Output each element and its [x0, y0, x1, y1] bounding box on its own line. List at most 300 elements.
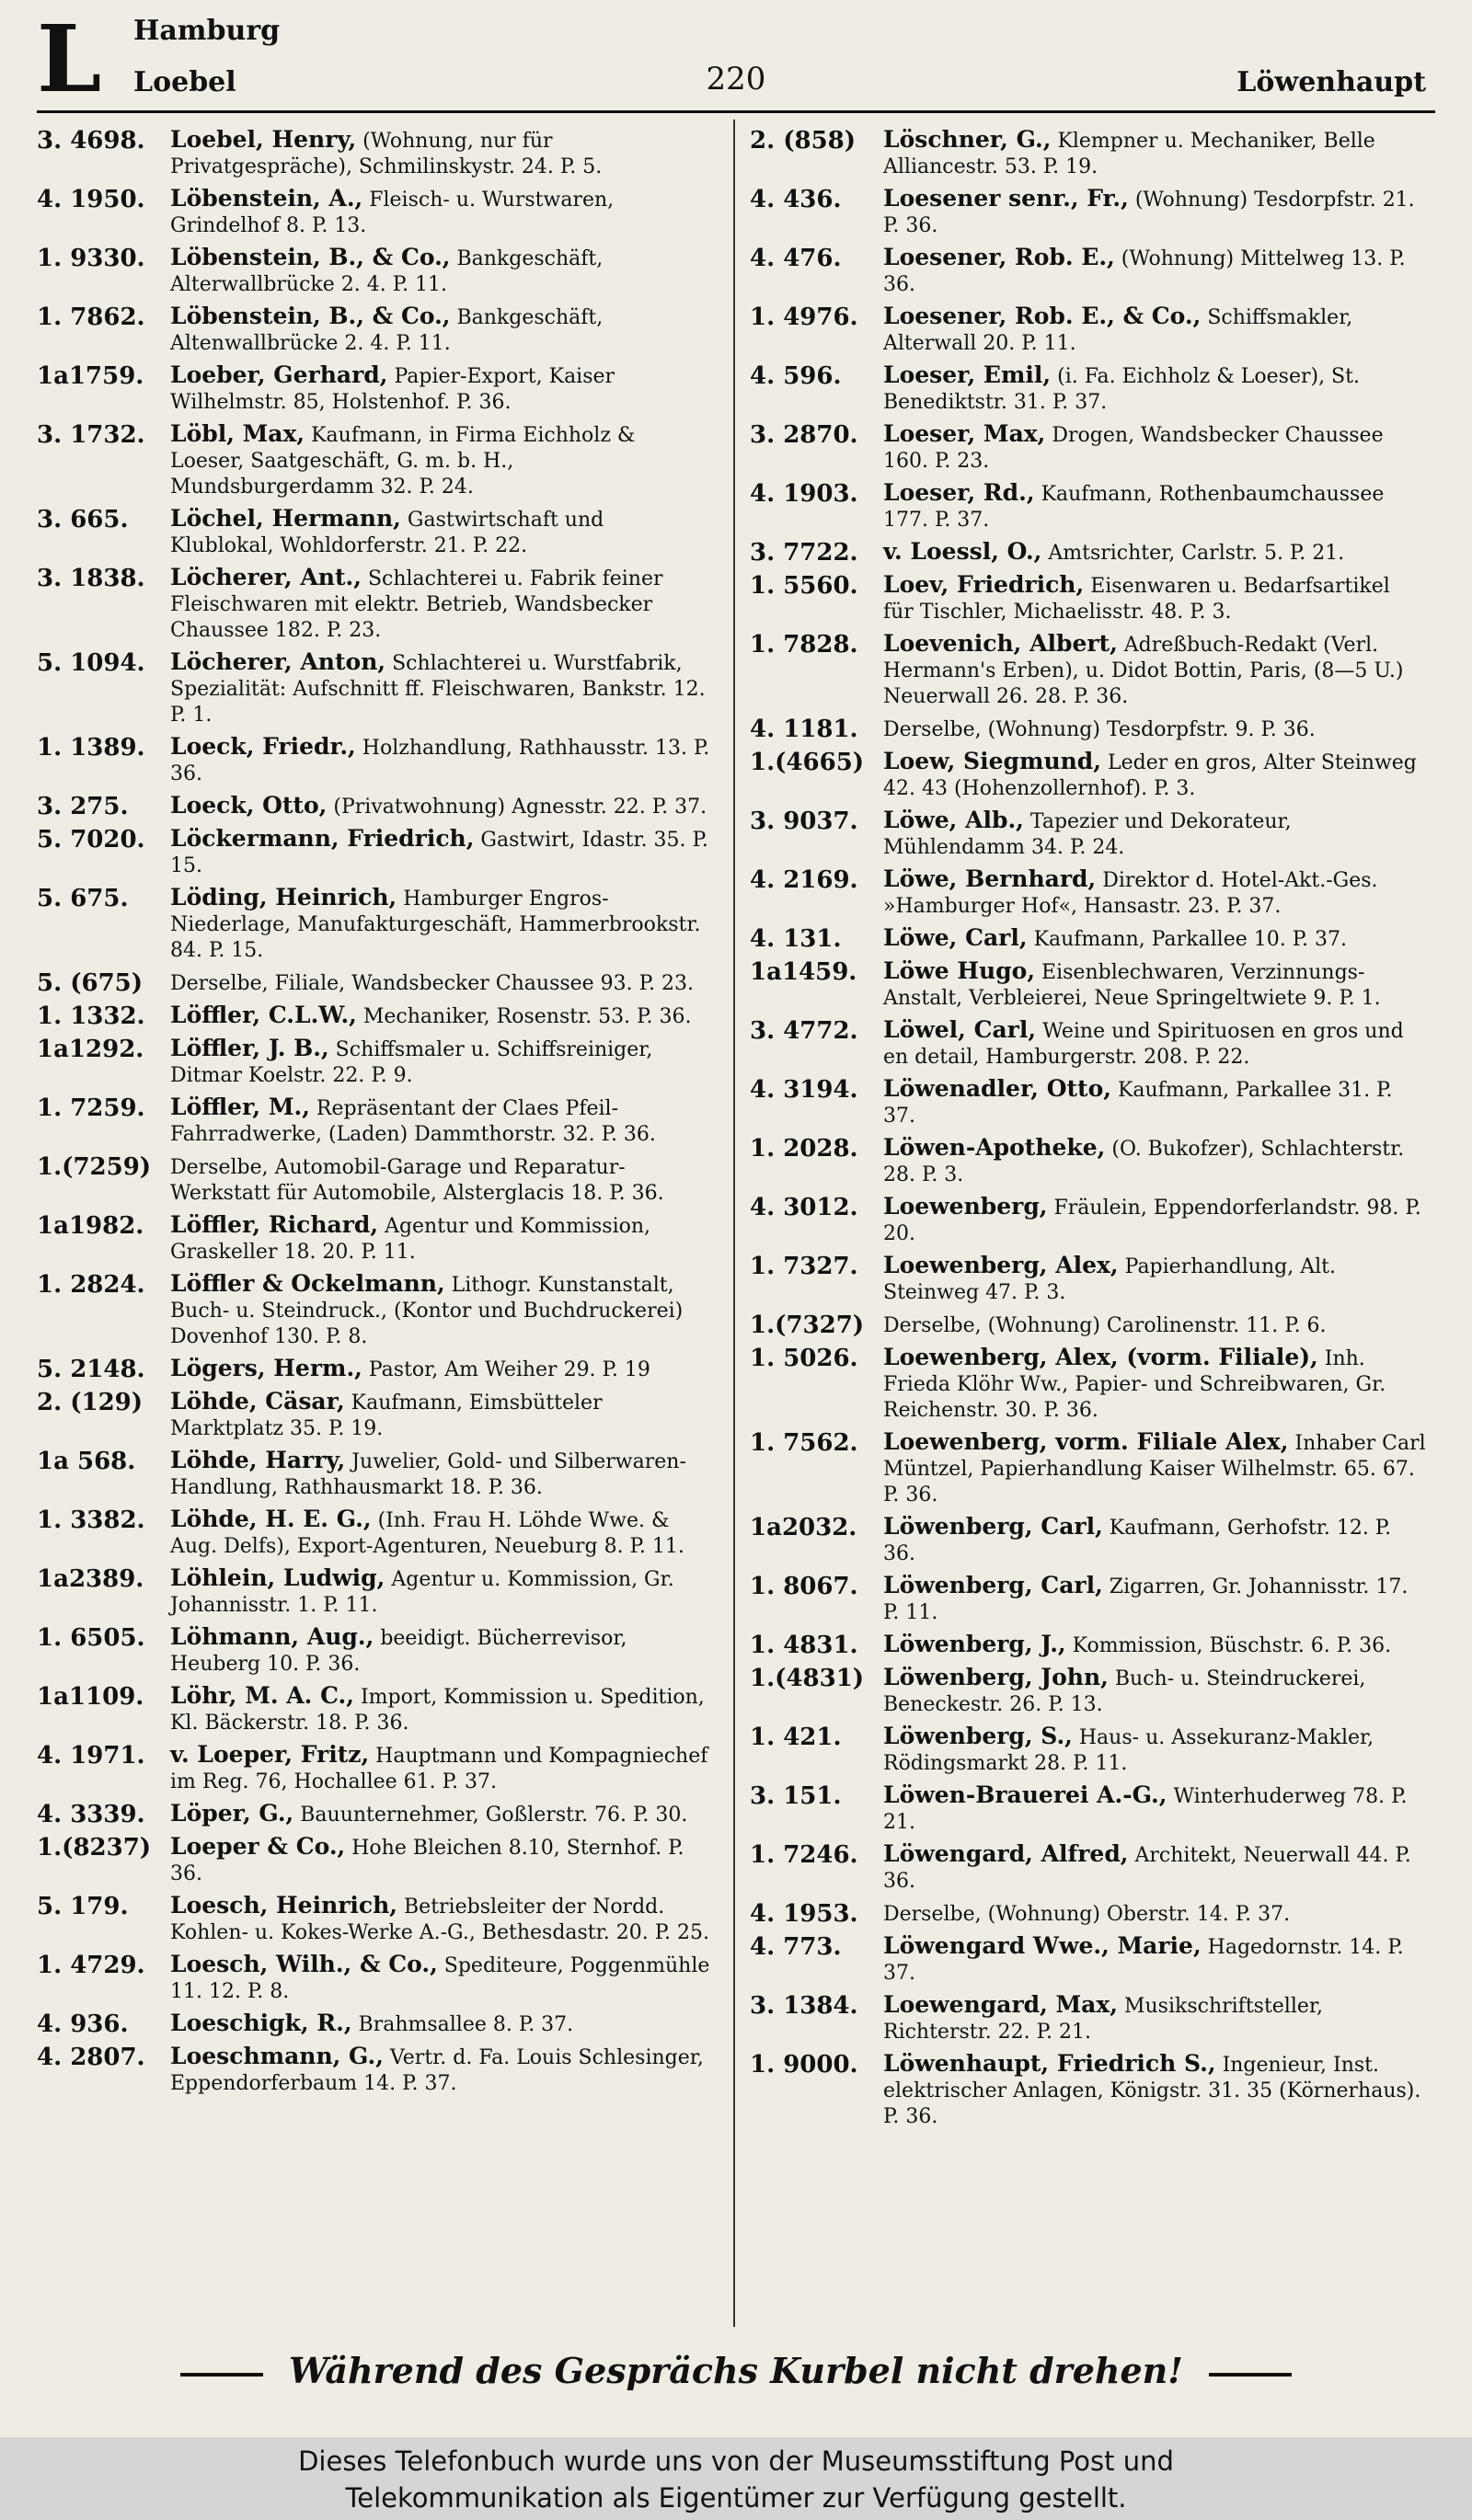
subscriber-name: Löwenberg, John,	[883, 1664, 1109, 1690]
phone-number: 4. 1953.	[750, 1900, 858, 1928]
directory-entry	[37, 360, 713, 418]
subscriber-details: Derselbe, (Wohnung) Carolinenstr. 11. P. 6.	[883, 1314, 1327, 1337]
directory-entry	[37, 183, 713, 242]
entry-text	[170, 362, 713, 416]
directory-entry	[37, 1563, 713, 1621]
phone-number: 1. 9330.	[37, 245, 145, 272]
entry-text	[883, 1076, 1426, 1129]
subscriber-details: Haus- u. Assekuranz-Makler, Rödingsmarkt 28. P. 11.	[883, 1726, 1374, 1775]
subscriber-details: Kaufmann, Eimsbütteler Marktplatz 35. P. 19.	[170, 1392, 603, 1440]
phone-number: 1a 568.	[37, 1448, 136, 1475]
entry-text	[170, 245, 713, 298]
subscriber-name: Loevenich, Albert,	[883, 630, 1118, 657]
header-first-name: Loebel	[133, 66, 236, 98]
subscriber-details: Gastwirt, Idastr. 35. P. 15.	[170, 829, 708, 877]
entry-text	[883, 1782, 1426, 1836]
subscriber-details: (Wohnung, nur für Privatgespräche), Schmilinskystr. 24. P. 5.	[170, 130, 603, 178]
subscriber-name: Löwen-Brauerei A.-G.,	[883, 1781, 1167, 1808]
subscriber-name: Loesener, Rob. E.,	[883, 244, 1115, 270]
subscriber-details: Drogen, Wandsbecker Chaussee 160. P. 23.	[883, 424, 1384, 473]
entry-text	[883, 716, 1426, 743]
directory-entry	[37, 1504, 713, 1563]
entry-text	[883, 480, 1426, 533]
entry-text	[883, 572, 1426, 625]
phone-number: 1. 7562.	[750, 1429, 858, 1457]
phone-number: 4. 3194.	[750, 1076, 858, 1104]
phone-number: 4. 2169.	[750, 866, 858, 894]
directory-entry	[37, 967, 713, 1000]
entry-text	[170, 1002, 713, 1030]
phone-number: 1. 7862.	[37, 304, 145, 331]
directory-entry	[37, 1268, 713, 1353]
directory-entry	[37, 1621, 713, 1680]
entry-text	[883, 1253, 1426, 1306]
entry-text	[170, 1624, 713, 1678]
phone-number: 1a1459.	[750, 958, 857, 986]
entry-text	[883, 1135, 1426, 1188]
entry-text	[170, 2044, 713, 2097]
directory-entry	[750, 183, 1426, 242]
phone-number: 1a2032.	[750, 1514, 857, 1541]
phone-number: 1a1759.	[37, 362, 144, 390]
subscriber-name: Loesener, Rob. E., & Co.,	[883, 303, 1202, 329]
phone-number: 5. 179.	[37, 1893, 129, 1920]
subscriber-details: Kaufmann, Parkallee 31. P. 37.	[883, 1079, 1393, 1128]
directory-entry	[750, 1250, 1426, 1309]
directory-entry	[37, 731, 713, 790]
phone-number: 1. 2824.	[37, 1271, 145, 1299]
subscriber-name: Loeck, Friedr.,	[170, 733, 356, 760]
directory-entry	[37, 503, 713, 562]
directory-entry	[750, 1132, 1426, 1191]
subscriber-details: Kaufmann, in Firma Eichholz & Loeser, Saatgeschäft, G. m. b. H., Mundsburgerdamm 32. P. 24.	[170, 424, 636, 498]
entry-text	[170, 1506, 713, 1560]
credit-bar	[0, 2437, 1472, 2520]
directory-entry	[750, 1897, 1426, 1930]
entry-text	[883, 127, 1426, 180]
entry-text	[883, 1724, 1426, 1777]
phone-number: 4. 436.	[750, 186, 842, 213]
subscriber-name: Löbl, Max,	[170, 420, 305, 447]
subscriber-name: Loewenberg, vorm. Filiale Alex,	[883, 1428, 1289, 1455]
entry-text	[883, 2051, 1426, 2130]
header-rule	[37, 110, 1435, 113]
subscriber-details: Papierhandlung, Alt. Steinweg 47. P. 3.	[883, 1255, 1336, 1304]
subscriber-name: Loeschmann, G.,	[170, 2043, 384, 2069]
directory-entry	[37, 2041, 713, 2100]
phone-number: 1. 8067.	[750, 1573, 858, 1600]
directory-entry	[750, 1780, 1426, 1838]
phone-number: 1. 7828.	[750, 631, 858, 659]
entry-text	[170, 649, 713, 728]
directory-entry	[750, 1721, 1426, 1780]
entry-text	[883, 186, 1426, 239]
phone-number: 5. 7020.	[37, 826, 145, 853]
directory-entry	[750, 477, 1426, 536]
subscriber-name: Löwe, Alb.,	[883, 807, 1024, 833]
directory-entry	[750, 628, 1426, 713]
entry-text	[170, 1683, 713, 1736]
entry-text	[170, 1153, 713, 1207]
entry-text	[883, 1514, 1426, 1567]
phone-number: 4. 476.	[750, 245, 842, 272]
subscriber-details: Kommission, Büschstr. 6. P. 36.	[1072, 1634, 1392, 1657]
phone-number: 5. 1094.	[37, 649, 145, 677]
subscriber-details: Bankgeschäft, Altenwallbrücke 2. 4. P. 11.	[170, 306, 604, 355]
phone-number: 4. 1181.	[750, 716, 858, 743]
subscriber-name: Löbenstein, B., & Co.,	[170, 303, 451, 329]
subscriber-name: Löhmann, Aug.,	[170, 1623, 374, 1650]
entry-text	[883, 539, 1426, 567]
directory-entry	[750, 746, 1426, 805]
subscriber-details: Pastor, Am Weiher 29. P. 19	[368, 1358, 650, 1381]
directory-entry	[750, 569, 1426, 628]
subscriber-details: Schiffsmakler, Alterwall 20. P. 11.	[883, 306, 1353, 355]
subscriber-details: Betriebsleiter der Nordd. Kohlen- u. Kokes-Werke A.-G., Bethesdastr. 20. P. 25.	[170, 1896, 710, 1944]
subscriber-name: Löwenadler, Otto,	[883, 1075, 1111, 1102]
subscriber-details: Derselbe, Filiale, Wandsbecker Chaussee 93. P. 23.	[170, 972, 694, 995]
subscriber-name: Löwenberg, S.,	[883, 1723, 1073, 1749]
subscriber-name: Löbenstein, B., & Co.,	[170, 244, 451, 270]
directory-entry	[37, 301, 713, 360]
entry-text	[170, 506, 713, 559]
subscriber-details: Eisenwaren u. Bedarfsartikel für Tischler, Michaelisstr. 48. P. 3.	[883, 575, 1390, 624]
phone-number: 5. 675.	[37, 885, 129, 912]
entry-text	[170, 826, 713, 879]
subscriber-details: Juwelier, Gold- und Silberwaren-Handlung, Rathhausmarkt 18. P. 36.	[170, 1450, 686, 1499]
phone-number: 1. 421.	[750, 1724, 842, 1751]
subscriber-name: Löwenberg, Carl,	[883, 1572, 1103, 1598]
subscriber-details: Direktor d. Hotel-Akt.-Ges. »Hamburger Hof«, Hansastr. 23. P. 37.	[883, 869, 1378, 918]
entry-text	[170, 1834, 713, 1887]
entry-text	[170, 1212, 713, 1266]
directory-entry	[750, 418, 1426, 477]
subscriber-details: Hagedornstr. 14. P. 37.	[883, 1936, 1404, 1985]
entry-text	[170, 1952, 713, 2005]
entry-text	[170, 1448, 713, 1501]
left-column	[37, 124, 713, 2331]
subscriber-details: Holzhandlung, Rathhausstr. 13. P. 36.	[170, 737, 710, 785]
directory-entry	[37, 1353, 713, 1386]
subscriber-name: Löhr, M. A. C.,	[170, 1682, 354, 1709]
phone-number: 4. 1903.	[750, 480, 858, 508]
subscriber-name: Löwenberg, Carl,	[883, 1513, 1103, 1540]
phone-number: 1. 1389.	[37, 734, 145, 762]
header-last-name: Löwenhaupt	[1236, 66, 1426, 98]
directory-entry	[750, 713, 1426, 746]
credit-line-2: Telekommunikation als Eigentümer zur Verfügung gestellt.	[345, 2482, 1127, 2514]
phone-number: 2. (129)	[37, 1389, 144, 1416]
subscriber-name: Löding, Heinrich,	[170, 884, 397, 911]
subscriber-name: Loeber, Gerhard,	[170, 361, 388, 388]
phone-number: 3. 665.	[37, 506, 129, 533]
entry-text	[170, 565, 713, 644]
subscriber-details: Bankgeschäft, Alterwallbrücke 2. 4. P. 11.	[170, 247, 604, 296]
directory-entry	[750, 242, 1426, 301]
subscriber-details: Schlachterei u. Wurstfabrik, Spezialität: Aufschnitt ff. Fleischwaren, Bankstr. 12. P. 1.	[170, 652, 706, 727]
header-city: Hamburg	[133, 15, 281, 47]
entry-text	[883, 631, 1426, 710]
phone-number: 1.(4831)	[750, 1665, 865, 1692]
subscriber-name: Löhde, Cäsar,	[170, 1388, 345, 1415]
phone-number: 3. 1384.	[750, 1992, 858, 2020]
entry-text	[883, 1312, 1426, 1339]
subscriber-name: Löwe, Bernhard,	[883, 865, 1097, 892]
subscriber-details: Agentur und Kommission, Graskeller 18. 20. P. 11.	[170, 1215, 651, 1264]
directory-entry	[750, 1838, 1426, 1897]
subscriber-details: Schlachterei u. Fabrik feiner Fleischwaren mit elektr. Betrieb, Wandsbecker Chaussee 182. P. 23.	[170, 567, 663, 642]
entry-text	[883, 245, 1426, 298]
entry-text	[883, 1900, 1426, 1928]
phone-number: 1a2389.	[37, 1565, 144, 1593]
subscriber-name: Löcherer, Anton,	[170, 648, 386, 675]
footer-dash-left	[180, 2373, 263, 2377]
directory-entry	[37, 790, 713, 823]
directory-entry	[750, 301, 1426, 360]
subscriber-name: Loeser, Emil,	[883, 361, 1052, 388]
subscriber-name: Loewenberg,	[883, 1193, 1048, 1220]
entry-text	[170, 1271, 713, 1350]
subscriber-details: Buch- u. Steindruckerei, Beneckestr. 26. P. 13.	[883, 1667, 1366, 1716]
footer-note-text: Während des Gesprächs Kurbel nicht drehen!	[289, 2350, 1183, 2391]
entry-text	[170, 1094, 713, 1148]
subscriber-details: beeidigt. Bücherrevisor, Heuberg 10. P. 36.	[170, 1627, 627, 1676]
phone-number: 3. 4772.	[750, 1017, 858, 1045]
entry-text	[170, 2010, 713, 2038]
subscriber-name: Löffler & Ockelmann,	[170, 1270, 445, 1297]
phone-number: 4. 3012.	[750, 1194, 858, 1221]
directory-entry	[37, 1092, 713, 1151]
subscriber-name: Löwengard, Alfred,	[883, 1840, 1129, 1867]
subscriber-details: Derselbe, (Wohnung) Oberstr. 14. P. 37.	[883, 1903, 1291, 1926]
subscriber-name: Löwenhaupt, Friedrich S.,	[883, 2050, 1216, 2077]
subscriber-details: (Inh. Frau H. Löhde Wwe. & Aug. Delfs), Export-Agenturen, Neueburg 8. P. 11.	[170, 1509, 684, 1558]
directory-entry	[37, 1209, 713, 1268]
subscriber-details: (Wohnung) Tesdorpfstr. 21. P. 36.	[883, 189, 1415, 237]
directory-entry	[37, 1739, 713, 1798]
phone-number: 3. 1838.	[37, 565, 145, 592]
directory-entry	[750, 360, 1426, 418]
subscriber-name: Loeser, Rd.,	[883, 479, 1035, 506]
subscriber-details: Gastwirtschaft und Klublokal, Wohldorferstr. 21. P. 22.	[170, 509, 604, 557]
phone-number: 1.(7259)	[37, 1153, 152, 1181]
directory-entry	[750, 1342, 1426, 1426]
entry-text	[883, 304, 1426, 357]
entry-text	[883, 958, 1426, 1012]
subscriber-details: Repräsentant der Claes Pfeil-Fahrradwerke, (Laden) Dammthorstr. 32. P. 36.	[170, 1097, 656, 1146]
subscriber-name: Löwe, Carl,	[883, 924, 1028, 951]
subscriber-name: Löbenstein, A.,	[170, 185, 363, 212]
subscriber-name: Löffler, Richard,	[170, 1211, 379, 1238]
directory-entry	[750, 956, 1426, 1014]
phone-number: 1. 4729.	[37, 1952, 145, 1979]
subscriber-details: Spediteure, Poggenmühle 11. 12. P. 8.	[170, 1954, 710, 2003]
directory-entry	[750, 864, 1426, 922]
directory-entry	[750, 1191, 1426, 1250]
directory-entry	[750, 1511, 1426, 1570]
subscriber-name: Löffler, C.L.W.,	[170, 1002, 357, 1028]
subscriber-details: Mechaniker, Rosenstr. 53. P. 36.	[362, 1005, 692, 1028]
subscriber-name: Loesener senr., Fr.,	[883, 185, 1129, 212]
phone-number: 1.(8237)	[37, 1834, 152, 1861]
entry-text	[883, 1841, 1426, 1895]
subscriber-name: Löwen-Apotheke,	[883, 1134, 1106, 1161]
subscriber-name: Loesch, Wilh., & Co.,	[170, 1951, 438, 1977]
entry-text	[883, 1573, 1426, 1626]
entry-text	[170, 304, 713, 357]
page-header	[0, 0, 1472, 113]
entry-text	[883, 1933, 1426, 1987]
entry-text	[170, 1893, 713, 1946]
subscriber-details: Architekt, Neuerwall 44. P. 36.	[883, 1844, 1411, 1893]
directory-entry	[37, 124, 713, 183]
entry-text	[170, 186, 713, 239]
subscriber-details: Zigarren, Gr. Johannisstr. 17. P. 11.	[883, 1575, 1409, 1624]
entry-text	[883, 1665, 1426, 1718]
entry-text	[883, 749, 1426, 802]
entry-text	[883, 866, 1426, 920]
entry-text	[883, 1992, 1426, 2045]
entry-text	[170, 421, 713, 500]
subscriber-name: Loeper & Co.,	[170, 1833, 346, 1860]
directory-entry	[37, 1680, 713, 1739]
subscriber-name: Loewengard, Max,	[883, 1991, 1118, 2018]
subscriber-details: Derselbe, Automobil-Garage und Reparatur-Werkstatt für Automobile, Alsterglacis 18. P. 36.	[170, 1156, 664, 1205]
phone-number: 3. 4698.	[37, 127, 145, 155]
phone-number: 4. 1971.	[37, 1742, 145, 1770]
subscriber-name: Loew, Siegmund,	[883, 748, 1101, 774]
subscriber-name: v. Loessl, O.,	[883, 538, 1042, 565]
phone-number: 3. 9037.	[750, 808, 858, 835]
subscriber-details: Fleisch- u. Wurstwaren, Grindelhof 8. P. 13.	[170, 189, 615, 237]
entry-text	[170, 734, 713, 787]
phone-number: 5. 2148.	[37, 1356, 145, 1383]
phone-number: 3. 1732.	[37, 421, 145, 449]
directory-entry	[750, 1662, 1426, 1721]
column-divider	[733, 120, 735, 2327]
entry-text	[170, 127, 713, 180]
directory-entry	[37, 562, 713, 647]
subscriber-details: Hauptmann und Kompagniechef im Reg. 76, Hochallee 61. P. 37.	[170, 1745, 708, 1793]
subscriber-details: Musikschriftsteller, Richterstr. 22. P. 21.	[883, 1995, 1323, 2044]
directory-entry	[37, 1831, 713, 1890]
phone-number: 1.(4665)	[750, 749, 865, 776]
subscriber-name: Loesch, Heinrich,	[170, 1892, 398, 1919]
phone-number: 1. 4976.	[750, 304, 858, 331]
phone-number: 1. 7259.	[37, 1094, 145, 1122]
phone-number: 1. 1332.	[37, 1002, 145, 1030]
subscriber-name: Löffler, M.,	[170, 1094, 310, 1120]
subscriber-name: Loewenberg, Alex, (vorm. Filiale),	[883, 1344, 1318, 1370]
directory-entry	[750, 536, 1426, 569]
directory-entry	[37, 1033, 713, 1092]
phone-number: 4. 2807.	[37, 2044, 145, 2071]
subscriber-details: Hamburger Engros-Niederlage, Manufakturgeschäft, Hammerbrookstr. 84. P. 15.	[170, 888, 701, 962]
directory-entry	[750, 1629, 1426, 1662]
phone-number: 3. 151.	[750, 1782, 842, 1810]
entry-text	[883, 925, 1426, 953]
phone-number: 1.(7327)	[750, 1312, 865, 1339]
entry-text	[170, 969, 713, 997]
subscriber-details: Bauunternehmer, Goßlerstr. 76. P. 30.	[300, 1804, 688, 1827]
entry-text	[170, 1742, 713, 1795]
phone-number: 4. 596.	[750, 362, 842, 390]
subscriber-details: (Wohnung) Mittelweg 13. P. 36.	[883, 247, 1406, 296]
subscriber-details: Hohe Bleichen 8.10, Sternhof. P. 36.	[170, 1837, 684, 1885]
entry-text	[883, 1345, 1426, 1424]
phone-number: 3. 2870.	[750, 421, 858, 449]
phone-number: 1a1982.	[37, 1212, 144, 1240]
subscriber-details: Inhaber Carl Müntzel, Papierhandlung Kaiser Wilhelmstr. 65. 67. P. 36.	[883, 1432, 1426, 1506]
subscriber-name: Löwel, Carl,	[883, 1016, 1037, 1043]
entry-text	[170, 1801, 713, 1828]
subscriber-details: Adreßbuch-Redakt (Verl. Hermann's Erben), u. Didot Bottin, Paris, (8—5 U.) Neuerwall 26. 28. P. 36.	[883, 634, 1404, 708]
phone-number: 1. 5560.	[750, 572, 858, 600]
directory-entry	[750, 1426, 1426, 1511]
phone-number: 2. (858)	[750, 127, 857, 155]
directory-entry	[37, 882, 713, 967]
directory-entry	[37, 1949, 713, 2008]
subscriber-name: Loebel, Henry,	[170, 126, 357, 153]
entry-text	[883, 362, 1426, 416]
subscriber-name: Löhde, Harry,	[170, 1447, 346, 1473]
directory-entry	[750, 805, 1426, 864]
directory-entry	[37, 1445, 713, 1504]
subscriber-details: Kaufmann, Gerhofstr. 12. P. 36.	[883, 1517, 1392, 1565]
directory-entry	[37, 1000, 713, 1033]
phone-number: 1. 9000.	[750, 2051, 858, 2079]
subscriber-details: Brahmsallee 8. P. 37.	[358, 2013, 574, 2036]
phone-number: 1. 3382.	[37, 1506, 145, 1534]
subscriber-name: Löhlein, Ludwig,	[170, 1564, 385, 1591]
entry-text	[170, 793, 713, 820]
subscriber-details: Klempner u. Mechaniker, Belle Alliancestr. 53. P. 19.	[883, 130, 1375, 178]
subscriber-name: Löckermann, Friedrich,	[170, 825, 475, 852]
entry-text	[883, 1017, 1426, 1071]
entry-text	[883, 1194, 1426, 1247]
subscriber-details: Papier-Export, Kaiser Wilhelmstr. 85, Holstenhof. P. 36.	[170, 365, 615, 414]
subscriber-name: Löffler, J. B.,	[170, 1035, 329, 1061]
subscriber-name: Loeck, Otto,	[170, 792, 328, 819]
subscriber-details: Fräulein, Eppendorferlandstr. 98. P. 20.	[883, 1197, 1421, 1245]
directory-entry	[750, 1930, 1426, 1989]
subscriber-name: Löwengard Wwe., Marie,	[883, 1932, 1202, 1959]
credit-line-1: Dieses Telefonbuch wurde uns von der Museumsstiftung Post und	[298, 2446, 1174, 2477]
directory-entry	[750, 1073, 1426, 1132]
phone-number: 3. 7722.	[750, 539, 858, 567]
subscriber-name: v. Loeper, Fritz,	[170, 1741, 370, 1768]
page-number: 220	[706, 61, 766, 97]
phone-number: 4. 131.	[750, 925, 842, 953]
phone-number: 1. 6505.	[37, 1624, 145, 1652]
entry-text	[170, 1389, 713, 1442]
entry-text	[883, 421, 1426, 475]
directory-entry	[37, 1798, 713, 1831]
footer-dash-right	[1209, 2373, 1292, 2377]
phone-number: 4. 773.	[750, 1933, 842, 1961]
subscriber-details: Inh. Frieda Klöhr Ww., Papier- und Schreibwaren, Gr. Reichenstr. 30. P. 36.	[883, 1347, 1386, 1422]
section-letter: L	[37, 5, 102, 113]
subscriber-details: Schiffsmaler u. Schiffsreiniger, Ditmar Koelstr. 22. P. 9.	[170, 1038, 653, 1087]
phone-number: 1. 2028.	[750, 1135, 858, 1163]
phone-number: 1. 5026.	[750, 1345, 858, 1372]
directory-entry	[37, 242, 713, 301]
phone-number: 5. (675)	[37, 969, 144, 997]
subscriber-name: Löwenberg, J.,	[883, 1631, 1066, 1657]
phone-number: 1. 7246.	[750, 1841, 858, 1869]
phone-number: 1a1292.	[37, 1036, 144, 1063]
entry-text	[883, 1632, 1426, 1659]
